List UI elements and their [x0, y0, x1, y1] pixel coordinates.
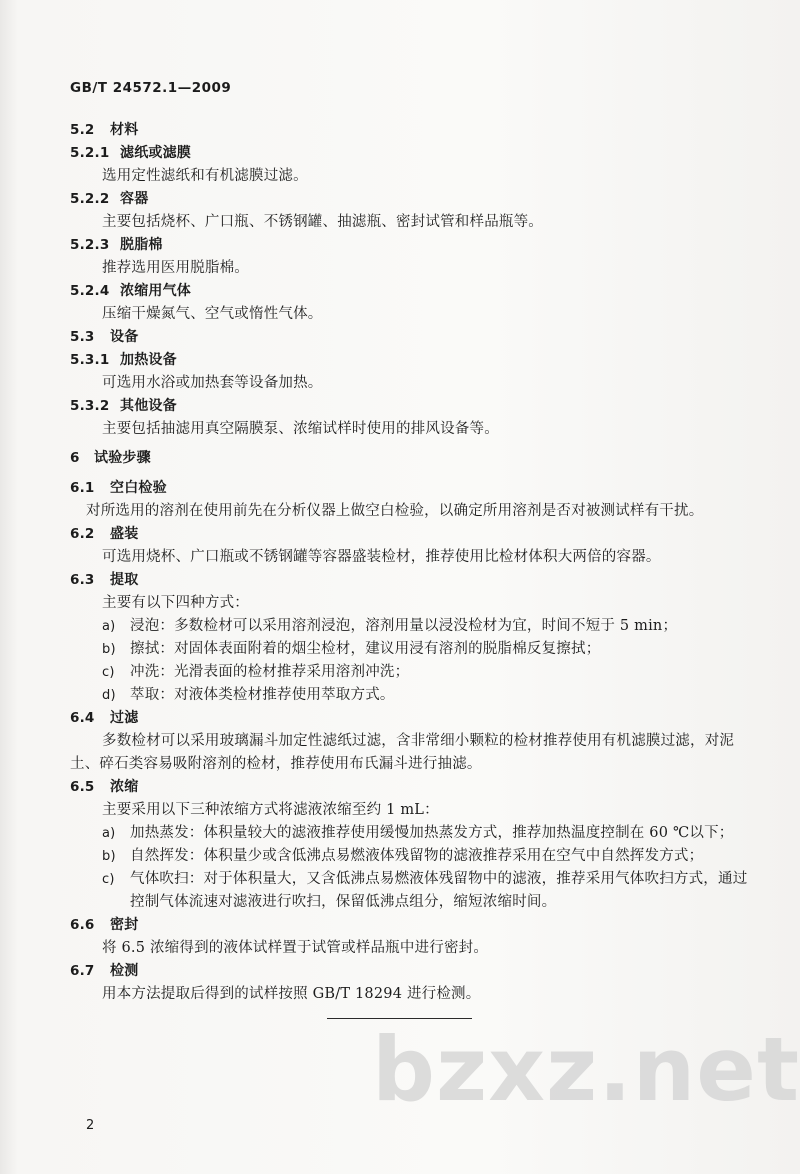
section-number: 5.2	[70, 122, 95, 138]
section-title: 浓缩用气体	[120, 283, 191, 299]
list-item-continuation: 控制气体流速对滤液进行吹扫，保留低沸点组分，缩短浓缩时间。	[130, 894, 557, 910]
section-title: 其他设备	[120, 398, 177, 414]
heading-5-3-2	[70, 396, 177, 416]
section-title: 脱脂棉	[120, 237, 163, 253]
section-title: 检测	[110, 963, 139, 979]
section-title: 设备	[110, 329, 139, 345]
section-number: 6.5	[70, 779, 95, 795]
paragraph: 可选用水浴或加热套等设备加热。	[102, 375, 323, 391]
heading-6-6	[70, 915, 138, 935]
heading-6-5	[70, 777, 138, 797]
watermark: bzxz.net	[372, 1018, 800, 1121]
heading-5-2-3	[70, 235, 163, 255]
paragraph: 主要包括烧杯、广口瓶、不锈钢罐、抽滤瓶、密封试管和样品瓶等。	[102, 214, 543, 230]
list-item	[102, 662, 409, 683]
section-number: 5.3.1	[70, 352, 110, 368]
standard-id: GB/T 24572.1—2009	[70, 80, 232, 96]
section-number: 5.3.2	[70, 398, 110, 414]
paragraph: 推荐选用医用脱脂棉。	[102, 260, 249, 276]
section-number: 6.4	[70, 710, 95, 726]
section-number: 5.2.2	[70, 191, 110, 207]
heading-5-2	[70, 120, 138, 140]
section-title: 密封	[110, 917, 139, 933]
list-item-tag: c)	[102, 665, 115, 680]
paragraph: 可选用烧杯、广口瓶或不锈钢罐等容器盛装检材，推荐使用比检材体积大两倍的容器。	[102, 549, 661, 565]
paragraph: 将 6.5 浓缩得到的液体试样置于试管或样品瓶中进行密封。	[102, 940, 489, 956]
heading-5-3	[70, 327, 138, 347]
list-item-tag: d)	[102, 688, 116, 703]
list-item-tag: c)	[102, 872, 115, 887]
paragraph: 压缩干燥氮气、空气或惰性气体。	[102, 306, 323, 322]
paragraph: 多数检材可以采用玻璃漏斗加定性滤纸过滤，含非常细小颗粒的检材推荐使用有机滤膜过滤，对泥	[102, 733, 735, 749]
section-title: 试验步骤	[94, 450, 151, 466]
paragraph: 主要有以下四种方式：	[102, 595, 249, 611]
section-title: 容器	[120, 191, 149, 207]
section-title: 空白检验	[110, 480, 167, 496]
list-item-text: 擦拭：对固体表面附着的烟尘检材，建议用浸有溶剂的脱脂棉反复擦拭；	[130, 641, 601, 657]
list-item-text: 自然挥发：体积量少或含低沸点易燃液体残留物的滤液推荐采用在空气中自然挥发方式；	[130, 848, 704, 864]
list-item-tag: b)	[102, 849, 116, 864]
section-number: 6.7	[70, 963, 95, 979]
list-item-tag: a)	[102, 619, 116, 634]
paragraph: 选用定性滤纸和有机滤膜过滤。	[102, 168, 308, 184]
section-title: 浓缩	[110, 779, 139, 795]
section-number: 6.3	[70, 572, 95, 588]
heading-5-3-1	[70, 350, 177, 370]
heading-6-7	[70, 961, 138, 981]
heading-6-2	[70, 524, 138, 544]
section-number: 6.1	[70, 480, 95, 496]
page-number: 2	[86, 1118, 95, 1133]
section-number: 5.2.3	[70, 237, 110, 253]
section-number: 5.3	[70, 329, 95, 345]
heading-6-4	[70, 708, 138, 728]
heading-5-2-2	[70, 189, 148, 209]
heading-6-1	[70, 478, 167, 498]
section-title: 盛装	[110, 526, 139, 542]
paragraph: 用本方法提取后得到的试样按照 GB/T 18294 进行检测。	[102, 986, 481, 1002]
list-item-text: 浸泡：多数检材可以采用溶剂浸泡，溶剂用量以浸没检材为宜，时间不短于 5 min；	[130, 618, 678, 634]
section-title: 材料	[110, 122, 139, 138]
list-item-text: 加热蒸发：体积量较大的滤液推荐使用缓慢加热蒸发方式，推荐加热温度控制在 60 ℃以下；	[130, 825, 734, 841]
list-item	[102, 616, 677, 637]
paragraph: 主要采用以下三种浓缩方式将滤液浓缩至约 1 mL：	[102, 802, 439, 818]
heading-5-2-1	[70, 143, 191, 163]
section-number: 5.2.1	[70, 145, 110, 161]
heading-6	[70, 448, 151, 468]
section-title: 加热设备	[120, 352, 177, 368]
paragraph-continuation: 土、碎石类容易吸附溶剂的检材，推荐使用布氏漏斗进行抽滤。	[70, 756, 482, 772]
list-item-text: 萃取：对液体类检材推荐使用萃取方式。	[130, 687, 395, 703]
section-number: 6.6	[70, 917, 95, 933]
list-item	[102, 846, 703, 867]
list-item	[102, 639, 600, 660]
list-item-text: 气体吹扫：对于体积量大，又含低沸点易燃液体残留物中的滤液，推荐采用气体吹扫方式，通过	[130, 871, 748, 887]
heading-6-3	[70, 570, 138, 590]
section-number: 5.2.4	[70, 283, 110, 299]
list-item-tag: b)	[102, 642, 116, 657]
section-number: 6	[70, 450, 80, 466]
section-title: 滤纸或滤膜	[120, 145, 191, 161]
list-item	[102, 869, 747, 890]
section-title: 过滤	[110, 710, 139, 726]
paragraph: 对所选用的溶剂在使用前先在分析仪器上做空白检验，以确定所用溶剂是否对被测试样有干扰。	[86, 503, 704, 519]
heading-5-2-4	[70, 281, 191, 301]
list-item-text: 冲洗：光滑表面的检材推荐采用溶剂冲洗；	[130, 664, 410, 680]
list-item-tag: a)	[102, 826, 116, 841]
list-item	[102, 685, 395, 706]
section-number: 6.2	[70, 526, 95, 542]
list-item	[102, 823, 734, 844]
section-title: 提取	[110, 572, 139, 588]
paragraph: 主要包括抽滤用真空隔膜泵、浓缩试样时使用的排风设备等。	[102, 421, 499, 437]
